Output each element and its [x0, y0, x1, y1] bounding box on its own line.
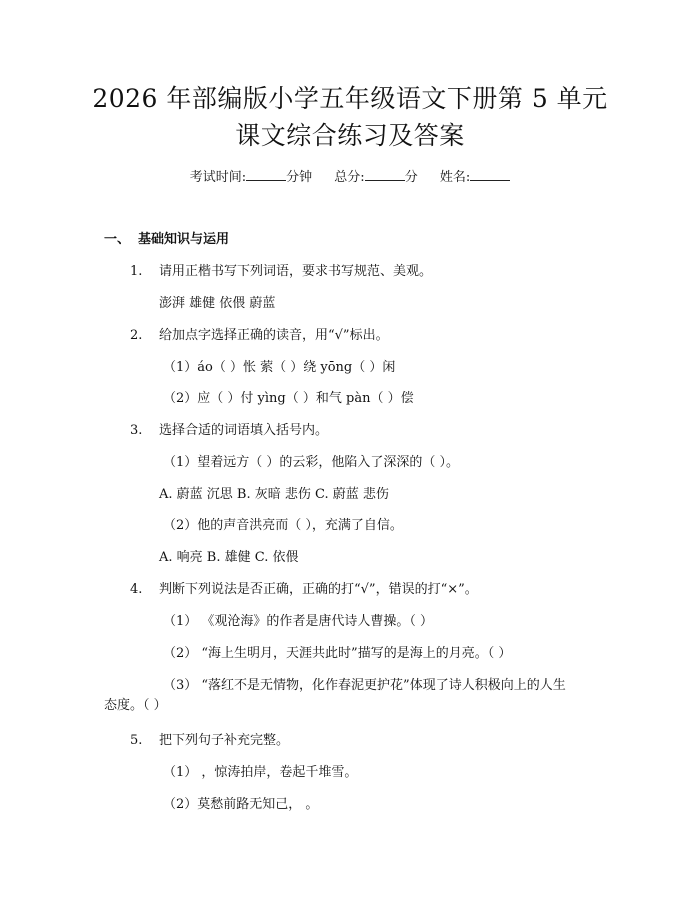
section-heading: [104, 230, 229, 250]
student-name-label: 姓名:: [439, 170, 471, 185]
question-3-number: 3.: [130, 423, 143, 438]
total-score-field: [334, 170, 417, 185]
total-score-label: 总分:: [334, 170, 365, 185]
student-name-field: [440, 170, 510, 185]
question-3-item-1-options: A. 蔚蓝 沉思 B. 灰暗 悲伤 C. 蔚蓝 悲伤: [159, 487, 389, 502]
question-4-text: 判断下列说法是否正确，正确的打“√”，错误的打“×”。: [159, 582, 478, 597]
exam-time-unit: 分钟: [286, 170, 313, 185]
question-5-item-2: （2）莫愁前路无知己， 。: [163, 797, 319, 812]
question-2-item-2: （2）应（ ）付 yìng（ ）和气 pàn（ ）偿: [163, 391, 414, 406]
exam-time-blank[interactable]: [246, 168, 286, 181]
section-number: 一、: [104, 232, 131, 247]
question-4-number: 4.: [130, 582, 143, 597]
question-3-text: 选择合适的词语填入括号内。: [159, 423, 329, 438]
exam-time-field: [190, 170, 312, 185]
question-2-item-1: （1）áo（ ）怅 萦（ ）绕 yōng（ ）闲: [163, 360, 396, 375]
question-1-text: 请用正楷书写下列词语，要求书写规范、美观。: [159, 264, 433, 279]
page-title-line-2: 课文综合练习及答案: [235, 121, 465, 150]
question-1-number: 1.: [130, 264, 143, 279]
exam-info-row: [0, 168, 700, 188]
question-2-number: 2.: [130, 328, 143, 343]
exam-time-label: 考试时间:: [189, 170, 247, 185]
question-3-item-2: （2）他的声音洪亮而（ ），充满了自信。: [163, 518, 403, 533]
question-2-text: 给加点字选择正确的读音，用“√”标出。: [159, 328, 389, 343]
question-5-item-1: （1） ，惊涛拍岸，卷起千堆雪。: [163, 765, 358, 780]
total-score-blank[interactable]: [365, 168, 405, 181]
question-5-number: 5.: [130, 733, 143, 748]
question-1-words: 澎湃 雄健 依偎 蔚蓝: [159, 296, 276, 311]
page-title-line-1: 2026 年部编版小学五年级语文下册第 5 单元: [92, 84, 608, 113]
question-4-item-3-continued: 态度。（ ）: [104, 698, 167, 713]
total-score-unit: 分: [404, 170, 418, 185]
question-3-item-2-options: A. 响亮 B. 雄健 C. 依偎: [159, 550, 299, 565]
question-4-item-1: （1） 《观沧海》的作者是唐代诗人曹操。（ ）: [163, 614, 434, 629]
student-name-blank[interactable]: [470, 168, 510, 181]
question-3-item-1: （1）望着远方（ ）的云彩，他陷入了深深的（ ）。: [163, 455, 460, 470]
question-4-item-2: （2） “海上生明月，天涯共此时”描写的是海上的月亮。（ ）: [163, 646, 512, 661]
question-5-text: 把下列句子补充完整。: [159, 733, 290, 748]
question-4-item-3: （3） “落红不是无情物，化作春泥更护花”体现了诗人积极向上的人生: [163, 678, 566, 693]
section-title: 基础知识与运用: [138, 232, 230, 247]
